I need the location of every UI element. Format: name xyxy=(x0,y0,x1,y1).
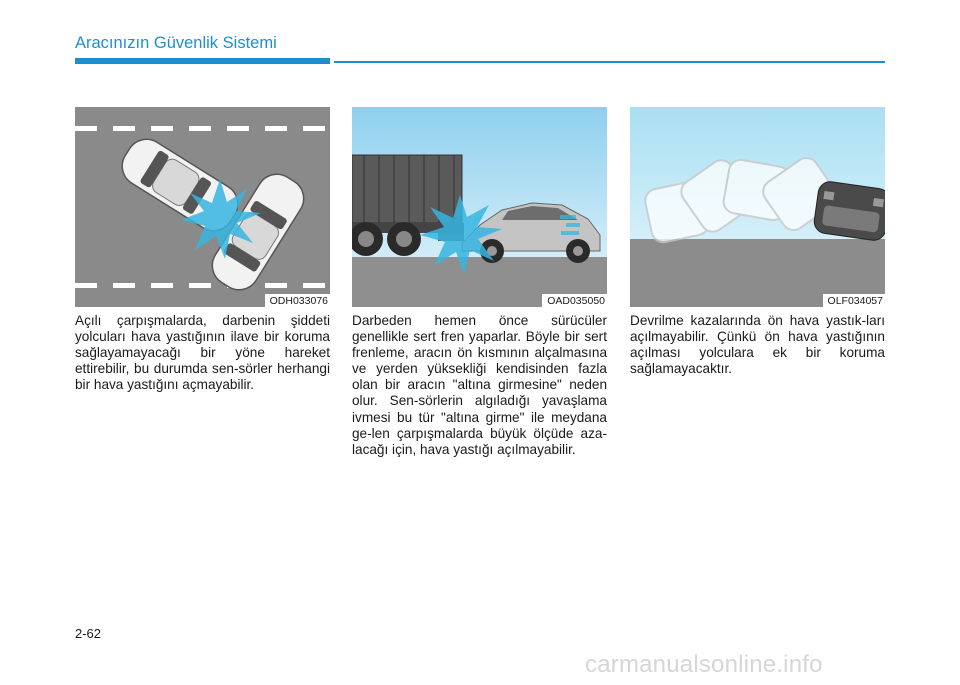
header-rule-thick xyxy=(75,58,330,64)
angle-collision-illustration xyxy=(75,107,330,307)
figure-rollover xyxy=(630,107,885,307)
page-number: 2-62 xyxy=(75,626,102,641)
header-title: Aracınızın Güvenlik Sistemi xyxy=(75,34,277,52)
underride-illustration xyxy=(352,107,607,307)
figure-code: OLF034057 xyxy=(823,294,885,307)
column-2-text: Darbeden hemen önce sürücüler genellikle sert fren yaparlar. Böyle bir sert frenleme, aracın ön kısmının alçalmasına ve yerden yüksekliği kendisinden fazla olan bir aracın "altına girmesine" neden olur. Sen-sörlerin algıladığı yavaşlama ivmesi bu tür "altına girme" ile meydana ge-len çarpışmalarda büyük ölçüde aza-lacağı için, hava yastığı açılmayabilir. xyxy=(352,313,607,457)
figure-angle-collision xyxy=(75,107,330,307)
figure-underride xyxy=(352,107,607,307)
column-3-text: Devrilme kazalarında ön hava yastık-ları açılmayabilir. Çünkü ön hava yastığının açılması yolculara ek bir koruma sağlamayacaktır. xyxy=(630,313,885,377)
header-rule-thin xyxy=(334,61,885,63)
rollover-illustration xyxy=(630,107,885,307)
column-1-text: Açılı çarpışmalarda, darbenin şiddeti yolcuları hava yastığının ilave bir koruma sağlayamayacağı bir yöne hareket ettirebilir, bu durumda sen-sörler herhangi bir hava yastığını açmayabilir. xyxy=(75,313,330,393)
figure-code: OAD035050 xyxy=(542,294,607,307)
figure-code: ODH033076 xyxy=(265,294,330,307)
watermark: carmanualsonline.info xyxy=(585,651,823,678)
